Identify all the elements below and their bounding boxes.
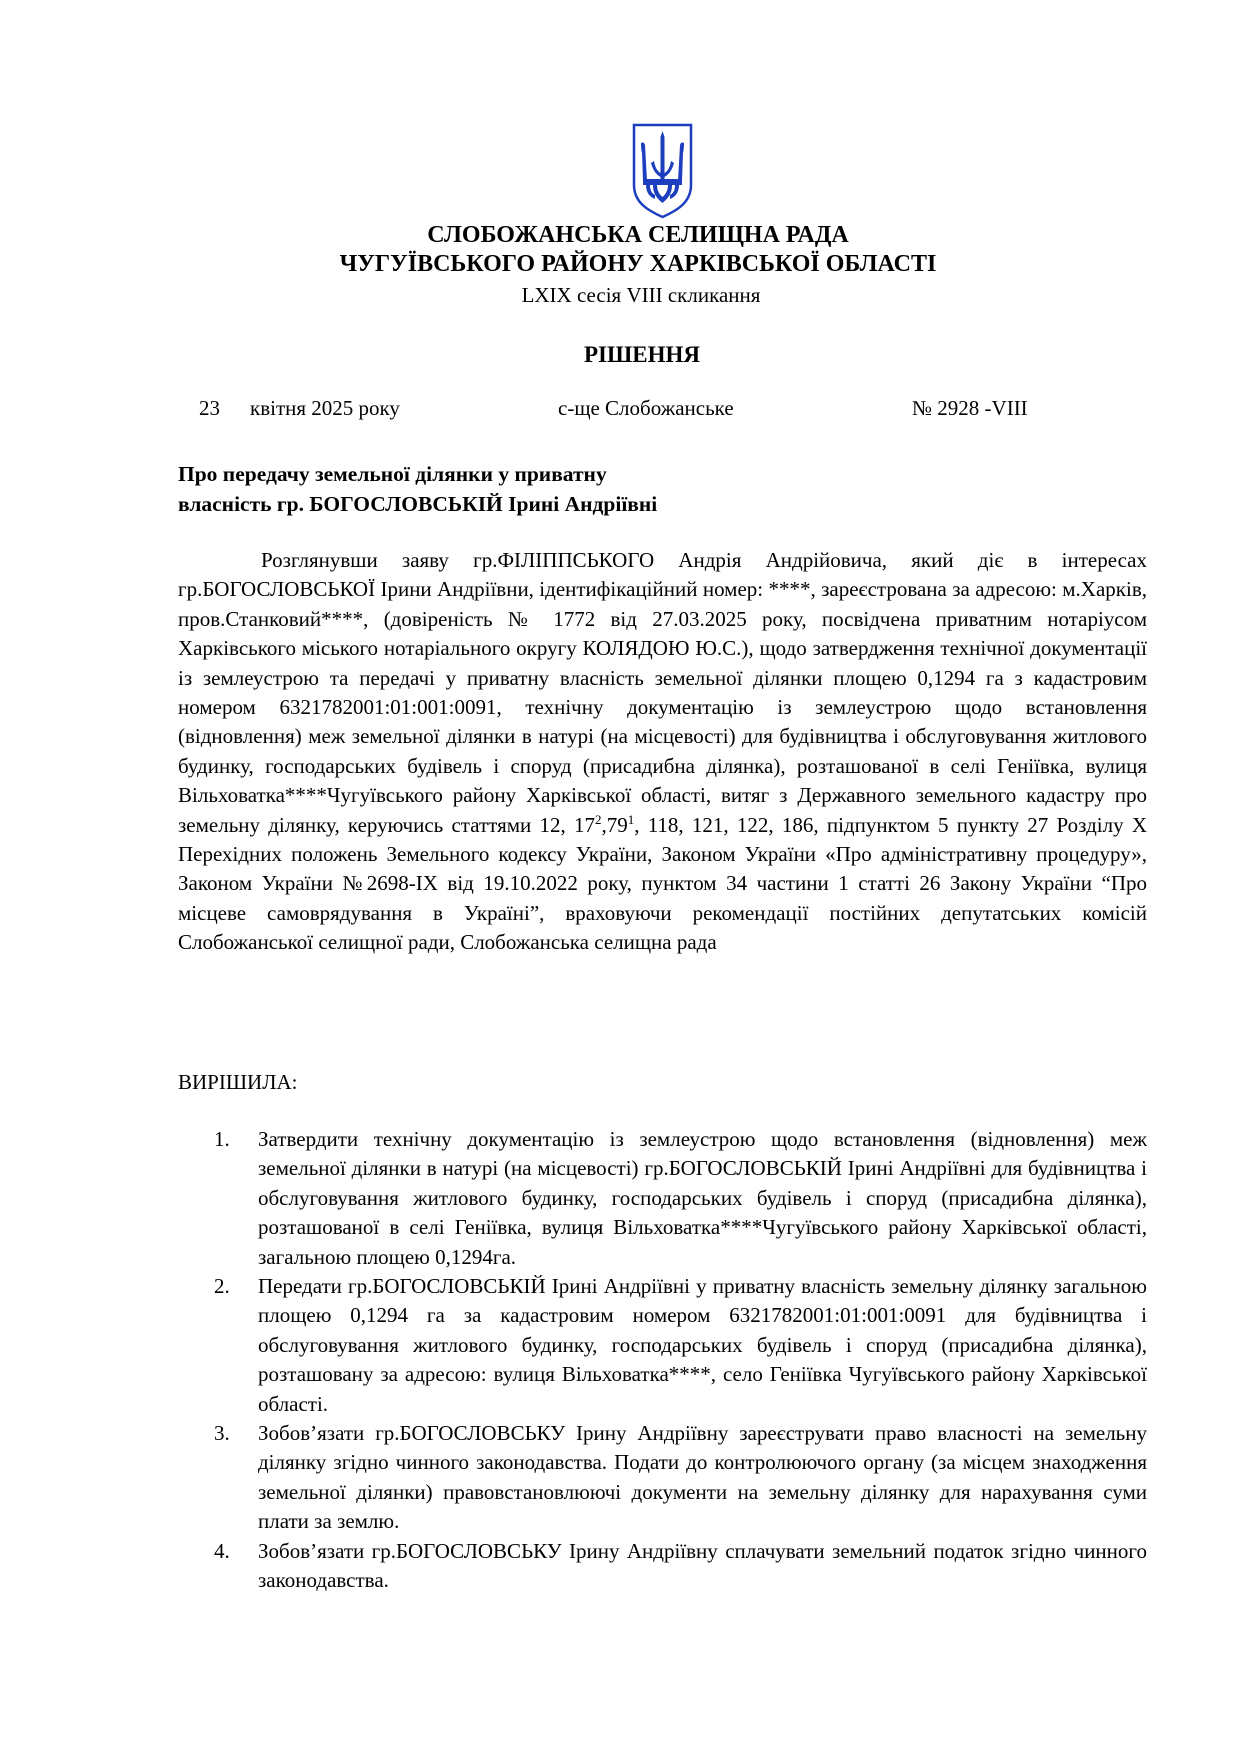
decision-item-text: Зобов’язати гр.БОГОСЛОВСЬКУ Ірину Андріївну зареєструвати право власності на земельну ділянку згідно чинного законодавства. Подати до контролюючого органу (за місцем знаходження земельної ділянки) правовстановлюючі документи на земельну ділянку для нарахування суми плати за землю. [258,1421,1147,1534]
coat-of-arms-trident-icon [631,123,694,219]
decision-place: с-ще Слобожанське [558,396,734,420]
decision-list [178,1125,1147,1596]
decision-day: 23 [199,396,220,420]
subject-line1: Про передачу земельної ділянки у приватну [178,462,607,486]
decision-item-number: 4. [214,1538,230,1563]
decision-item-text: Зобов’язати гр.БОГОСЛОВСЬКУ Ірину Андріївну сплачувати земельний податок згідно чинного законодавства. [258,1538,1147,1593]
preamble-sup1: 2 [594,811,602,827]
preamble-part2: ,79 [601,812,628,837]
document-type-title: РІШЕННЯ [584,342,700,367]
decision-item-number: 3. [214,1421,230,1446]
decision-number: № 2928 -VIII [912,396,1028,420]
decided-label: ВИРІШИЛА: [178,1070,298,1094]
decision-item-number: 1. [214,1127,230,1151]
decision-item [178,1272,1147,1419]
decision-month-year: квітня 2025 року [250,396,400,420]
subject-line2: власність гр. БОГОСЛОВСЬКІЙ Ірині Андріївні [178,492,658,516]
preamble-part3: , 118, 121, 122, 186, підпунктом 5 пункту 27 Розділу X Перехідних положень Земельного кодексу України, Законом України «Про адміністративну процедуру», Законом України №2698-IX від 19.10.2022 року, пунктом 34 частини 1 статті 26 Закону України “Про місцеве самоврядування в Україні”, враховуючи рекомендації постійних депутатських комісій Слобожанської селищної ради, Слобожанська селищна рада [178,812,1147,955]
decision-item-number: 2. [214,1274,230,1299]
decision-item [178,1537,1147,1596]
organization-name-line2: ЧУГУЇВСЬКОГО РАЙОНУ ХАРКІВСЬКОЇ ОБЛАСТІ [339,251,937,277]
session-line: LXIX сесія VIII скликання [521,283,761,307]
organization-name-line1: СЛОБОЖАНСЬКА СЕЛИЩНА РАДА [427,222,849,248]
decision-item-text: Затвердити технічну документацію із землеустрою щодо встановлення (відновлення) меж земельної ділянки в натурі (на місцевості) гр.БОГОСЛОВСЬКІЙ Ірині Андріївні для будівництва і обслуговування житлового будинку, господарських будівель і споруд (присадибна ділянка), розташованої в селі Геніївка, вулиця Вільховатка****Чугуївського району Харківської області, загальною площею 0,1294га. [258,1127,1147,1269]
decision-subject [178,459,657,519]
preamble-paragraph [178,546,1147,958]
decision-item-text: Передати гр.БОГОСЛОВСЬКІЙ Ірині Андріївні у приватну власність земельну ділянку загальною площею 0,1294 га за кадастровим номером 6321782001:01:001:0091 для будівництва і обслуговування житлового будинку, господарських будівель і споруд (присадибна ділянка), розташовану за адресою: вулиця Вільховатка****, село Геніївка Чугуївського району Харківської області. [258,1274,1147,1416]
preamble-sup2: 1 [627,811,635,827]
decision-item [178,1419,1147,1537]
preamble-part1: Розглянувши заяву гр.ФІЛІППСЬКОГО Андрія Андрійовича, який діє в інтересах гр.БОГОСЛОВСЬКОЇ Ірини Андріївни, ідентифікаційний номер: ****, зареєстрована за адресою: м.Харків, пров.Станковий****, (довіреність № 1772 від 27.03.2025 року, посвідчена приватним нотаріусом Харківського міського нотаріального округу КОЛЯДОЮ Ю.С.), щодо затвердження технічної документації із землеустрою та передачі у приватну власність земельної ділянки площею 0,1294 га з кадастровим номером 6321782001:01:001:0091, технічну документацію із землеустрою щодо встановлення (відновлення) меж земельної ділянки в натурі (на місцевості) для будівництва і обслуговування житлового будинку, господарських будівель і споруд (присадибна ділянка), розташованої в селі Геніївка, вулиця Вільховатка****Чугуївського району Харківської області, витяг з Державного земельного кадастру про земельну ділянку, керуючись статтями 12, 17 [178,548,1147,837]
decision-item [178,1125,1147,1272]
